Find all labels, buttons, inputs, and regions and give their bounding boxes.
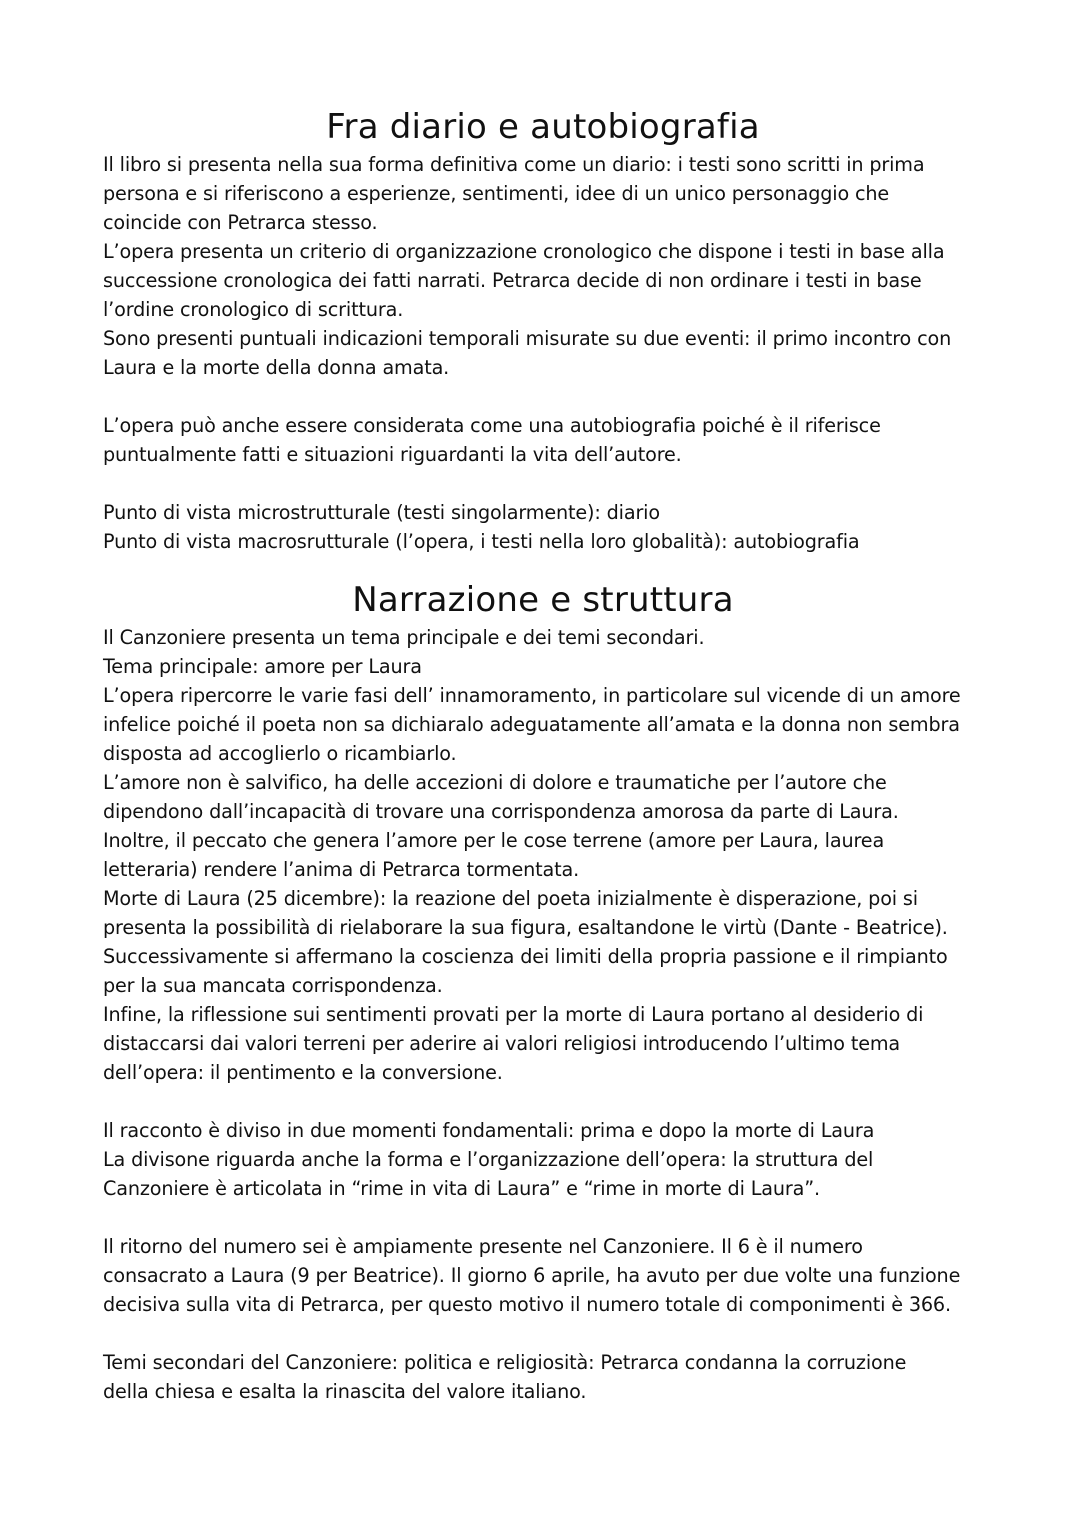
paragraph-gap — [103, 1319, 983, 1348]
paragraph-gap — [103, 1203, 983, 1232]
text-line: infelice poiché il poeta non sa dichiaralo adeguatamente all’amata e la donna non sembra — [103, 713, 960, 736]
text-line: L’opera presenta un criterio di organizzazione cronologico che dispone i testi in base alla — [103, 240, 945, 263]
text-line: persona e si riferiscono a esperienze, sentimenti, idee di un unico personaggio che — [103, 182, 890, 205]
section-body — [103, 150, 983, 556]
text-line: consacrato a Laura (9 per Beatrice). Il giorno 6 aprile, ha avuto per due volte una funzione — [103, 1264, 961, 1287]
section-title: Narrazione e struttura — [352, 580, 734, 620]
paragraph-gap — [103, 469, 983, 498]
text-line: Morte di Laura (25 dicembre): la reazione del poeta inizialmente è disperazione, poi si — [103, 887, 918, 910]
text-line: coincide con Petrarca stesso. — [103, 211, 378, 234]
text-line: presenta la possibilità di rielaborare la sua figura, esaltandone le virtù (Dante - Beatrice). — [103, 916, 948, 939]
text-line: L’amore non è salvifico, ha delle accezioni di dolore e traumatiche per l’autore che — [103, 771, 887, 794]
section-body — [103, 623, 983, 1406]
text-line: Punto di vista macrosrutturale (l’opera, i testi nella loro globalità): autobiografia — [103, 530, 860, 553]
text-line: Punto di vista microstrutturale (testi singolarmente): diario — [103, 501, 660, 524]
text-line: distaccarsi dai valori terreni per aderire ai valori religiosi introducendo l’ultimo tema — [103, 1032, 901, 1055]
text-line: per la sua mancata corrispondenza. — [103, 974, 443, 997]
text-line: Successivamente si affermano la coscienza dei limiti della propria passione e il rimpianto — [103, 945, 948, 968]
text-line: Il racconto è diviso in due momenti fondamentali: prima e dopo la morte di Laura — [103, 1119, 875, 1142]
text-line: decisiva sulla vita di Petrarca, per questo motivo il numero totale di componimenti è 366. — [103, 1293, 951, 1316]
text-line: l’ordine cronologico di scrittura. — [103, 298, 404, 321]
text-line: Il libro si presenta nella sua forma definitiva come un diario: i testi sono scritti in prima — [103, 153, 925, 176]
text-line: La divisone riguarda anche la forma e l’organizzazione dell’opera: la struttura del — [103, 1148, 874, 1171]
text-line: Il ritorno del numero sei è ampiamente presente nel Canzoniere. Il 6 è il numero — [103, 1235, 863, 1258]
text-line: Temi secondari del Canzoniere: politica e religiosità: Petrarca condanna la corruzione — [103, 1351, 907, 1374]
paragraph-gap — [103, 382, 983, 411]
text-line: Infine, la riflessione sui sentimenti provati per la morte di Laura portano al desiderio di — [103, 1003, 924, 1026]
text-line: letteraria) rendere l’anima di Petrarca tormentata. — [103, 858, 580, 881]
section-diario-autobiografia — [103, 104, 983, 556]
document-page — [103, 104, 983, 1406]
text-line: disposta ad accoglierlo o ricambiarlo. — [103, 742, 457, 765]
text-line: della chiesa e esalta la rinascita del valore italiano. — [103, 1380, 587, 1403]
text-line: puntualmente fatti e situazioni riguardanti la vita dell’autore. — [103, 443, 682, 466]
text-line: Il Canzoniere presenta un tema principale e dei temi secondari. — [103, 626, 705, 649]
paragraph-gap — [103, 1087, 983, 1116]
text-line: L’opera può anche essere considerata come una autobiografia poiché è il riferisce — [103, 414, 881, 437]
text-line: Laura e la morte della donna amata. — [103, 356, 450, 379]
section-narrazione-struttura — [103, 577, 983, 1406]
text-line: L’opera ripercorre le varie fasi dell’ innamoramento, in particolare sul vicende di un amore — [103, 684, 961, 707]
text-line: Tema principale: amore per Laura — [103, 655, 422, 678]
text-line: Canzoniere è articolata in “rime in vita di Laura” e “rime in morte di Laura”. — [103, 1177, 820, 1200]
text-line: Sono presenti puntuali indicazioni temporali misurate su due eventi: il primo incontro con — [103, 327, 952, 350]
section-title: Fra diario e autobiografia — [326, 107, 760, 147]
text-line: successione cronologica dei fatti narrati. Petrarca decide di non ordinare i testi in base — [103, 269, 922, 292]
text-line: dell’opera: il pentimento e la conversione. — [103, 1061, 503, 1084]
text-line: Inoltre, il peccato che genera l’amore per le cose terrene (amore per Laura, laurea — [103, 829, 885, 852]
text-line: dipendono dall’incapacità di trovare una corrispondenza amorosa da parte di Laura. — [103, 800, 899, 823]
